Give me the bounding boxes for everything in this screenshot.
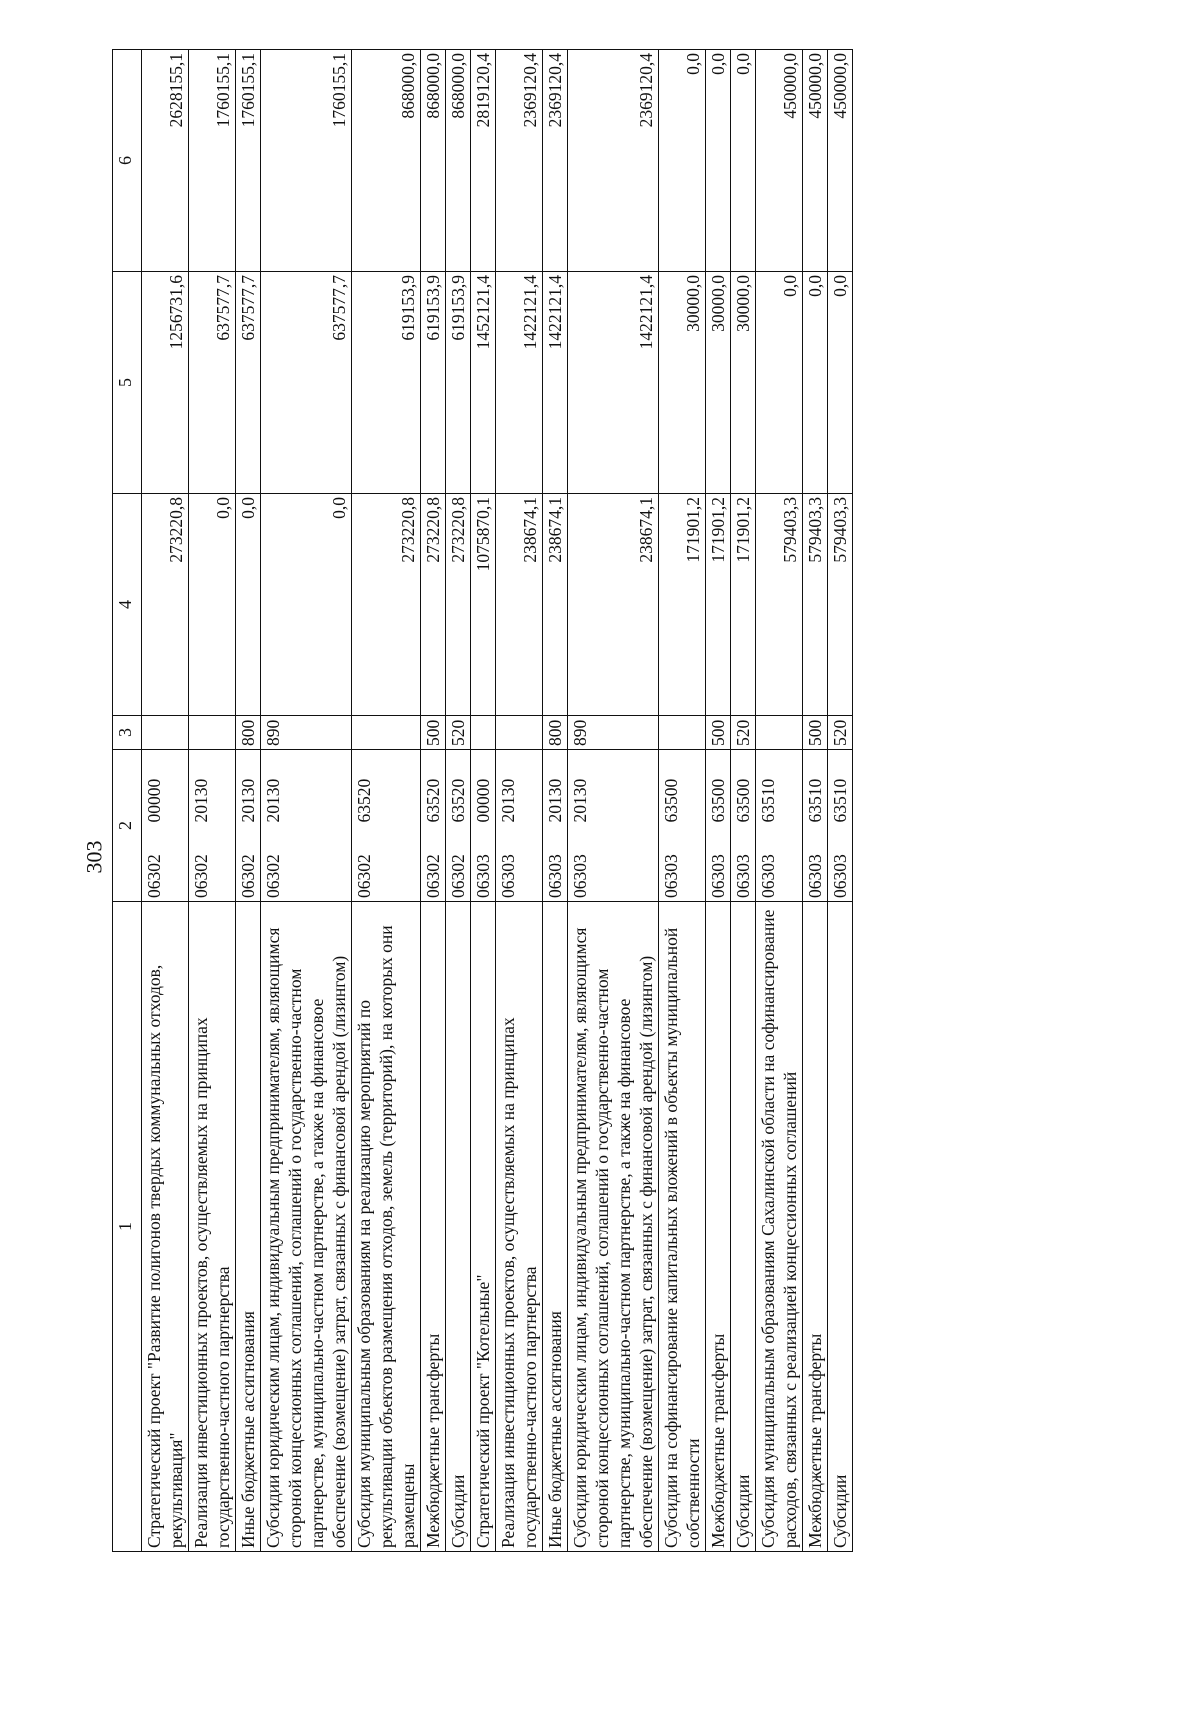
value-col6-cell: 868000,0 (446, 50, 471, 272)
value-col5-cell: 637577,7 (236, 272, 261, 494)
header-col-5: 5 (113, 272, 142, 494)
value-col5-cell: 1452121,4 (471, 272, 496, 494)
value-col6-cell: 868000,0 (421, 50, 446, 272)
expense-type-cell: 890 (568, 716, 659, 750)
row-name-cell: Субсидии юридическим лицам, индивидуальным предпринимателям, являющимся стороной концессионных соглашений, соглашений о государственно-частном партнерстве, муниципально-частном партнерстве, а также на финансовое обеспечение (возмещение) затрат, связанных с финансовой арендой (лизингом) (568, 902, 659, 1552)
value-col6-cell: 2819120,4 (471, 50, 496, 272)
row-name-cell: Субсидия муниципальным образованиям Сахалинской области на софинансирование расходов, связанных с реализацией концессионных соглашений (756, 902, 803, 1552)
code-target-cell: 20130 (261, 750, 352, 826)
code-section-cell: 06302 (142, 826, 189, 902)
code-target-cell: 00000 (142, 750, 189, 826)
value-col5-cell: 637577,7 (261, 272, 352, 494)
expense-type-cell: 890 (261, 716, 352, 750)
value-col4-cell: 1075870,1 (471, 494, 496, 716)
row-name-cell: Реализация инвестиционных проектов, осуществляемых на принципах государственно-частного партнерства (189, 902, 236, 1552)
code-section-cell: 06302 (236, 826, 261, 902)
row-name-cell: Субсидии юридическим лицам, индивидуальным предпринимателям, являющимся стороной концессионных соглашений, соглашений о государственно-частном партнерстве, муниципально-частном партнерстве, а также на финансовое обеспечение (возмещение) затрат, связанных с финансовой арендой (лизингом) (261, 902, 352, 1552)
row-name-cell: Субсидия муниципальным образованиям на реализацию мероприятий по рекультивации объектов размещения отходов, земель (территорий), на которых они размещены (352, 902, 421, 1552)
header-row (113, 50, 142, 1552)
value-col4-cell: 171901,2 (659, 494, 706, 716)
expense-type-cell (659, 716, 706, 750)
row-name-cell: Стратегический проект "Развитие полигонов твердых коммунальных отходов, рекультивация" (142, 902, 189, 1552)
code-target-cell: 00000 (471, 750, 496, 826)
table-row (142, 50, 189, 1552)
table-row (543, 50, 568, 1552)
expense-type-cell (756, 716, 803, 750)
value-col5-cell: 1422121,4 (543, 272, 568, 494)
table-row (352, 50, 421, 1552)
header-col-1: 1 (113, 902, 142, 1552)
page-number: 303 (81, 840, 107, 874)
code-section-cell: 06302 (352, 826, 421, 902)
code-target-cell: 63520 (446, 750, 471, 826)
value-col6-cell: 0,0 (731, 50, 756, 272)
value-col6-cell: 0,0 (706, 50, 731, 272)
value-col6-cell: 1760155,1 (189, 50, 236, 272)
expense-type-cell: 520 (446, 716, 471, 750)
row-name-cell: Иные бюджетные ассигнования (236, 902, 261, 1552)
value-col6-cell: 2369120,4 (543, 50, 568, 272)
value-col4-cell: 238674,1 (496, 494, 543, 716)
expense-type-cell: 520 (828, 716, 853, 750)
header-col-4: 4 (113, 494, 142, 716)
value-col5-cell: 637577,7 (189, 272, 236, 494)
row-name-cell: Реализация инвестиционных проектов, осуществляемых на принципах государственно-частного партнерства (496, 902, 543, 1552)
code-section-cell: 06303 (756, 826, 803, 902)
table-row (261, 50, 352, 1552)
table-row (756, 50, 803, 1552)
code-target-cell: 20130 (189, 750, 236, 826)
row-name-cell: Межбюджетные трансферты (706, 902, 731, 1552)
rotated-table-container (112, 52, 1112, 1552)
table-body (142, 50, 853, 1552)
expense-type-cell (189, 716, 236, 750)
value-col4-cell: 171901,2 (731, 494, 756, 716)
value-col6-cell: 1760155,1 (261, 50, 352, 272)
value-col5-cell: 30000,0 (706, 272, 731, 494)
table-row (236, 50, 261, 1552)
expense-type-cell (142, 716, 189, 750)
value-col6-cell: 1760155,1 (236, 50, 261, 272)
code-target-cell: 20130 (236, 750, 261, 826)
table-row (828, 50, 853, 1552)
expense-type-cell (352, 716, 421, 750)
table-row (189, 50, 236, 1552)
row-name-cell: Субсидии (828, 902, 853, 1552)
code-section-cell: 06303 (471, 826, 496, 902)
value-col4-cell: 273220,8 (142, 494, 189, 716)
code-section-cell: 06302 (189, 826, 236, 902)
code-section-cell: 06303 (543, 826, 568, 902)
value-col6-cell: 0,0 (659, 50, 706, 272)
row-name-cell: Иные бюджетные ассигнования (543, 902, 568, 1552)
code-target-cell: 63500 (731, 750, 756, 826)
value-col6-cell: 868000,0 (352, 50, 421, 272)
code-section-cell: 06303 (731, 826, 756, 902)
value-col4-cell: 273220,8 (446, 494, 471, 716)
code-target-cell: 20130 (543, 750, 568, 826)
row-name-cell: Стратегический проект "Котельные" (471, 902, 496, 1552)
table-row (659, 50, 706, 1552)
expense-type-cell: 500 (706, 716, 731, 750)
code-section-cell: 06303 (568, 826, 659, 902)
code-target-cell: 63510 (756, 750, 803, 826)
code-section-cell: 06303 (803, 826, 828, 902)
code-section-cell: 06302 (421, 826, 446, 902)
expense-type-cell: 500 (803, 716, 828, 750)
code-target-cell: 20130 (496, 750, 543, 826)
value-col6-cell: 2628155,1 (142, 50, 189, 272)
value-col5-cell: 0,0 (828, 272, 853, 494)
value-col5-cell: 619153,9 (446, 272, 471, 494)
code-target-cell: 63500 (659, 750, 706, 826)
code-section-cell: 06303 (496, 826, 543, 902)
table-row (471, 50, 496, 1552)
value-col4-cell: 273220,8 (352, 494, 421, 716)
code-section-cell: 06302 (261, 826, 352, 902)
value-col5-cell: 1422121,4 (568, 272, 659, 494)
value-col6-cell: 450000,0 (828, 50, 853, 272)
value-col5-cell: 1422121,4 (496, 272, 543, 494)
table-row (421, 50, 446, 1552)
row-name-cell: Межбюджетные трансферты (421, 902, 446, 1552)
value-col5-cell: 0,0 (803, 272, 828, 494)
value-col6-cell: 450000,0 (756, 50, 803, 272)
expense-type-cell (471, 716, 496, 750)
expense-type-cell: 800 (236, 716, 261, 750)
table-row (731, 50, 756, 1552)
row-name-cell: Субсидии (731, 902, 756, 1552)
value-col4-cell: 171901,2 (706, 494, 731, 716)
value-col4-cell: 273220,8 (421, 494, 446, 716)
code-section-cell: 06303 (828, 826, 853, 902)
value-col4-cell: 238674,1 (568, 494, 659, 716)
code-target-cell: 63500 (706, 750, 731, 826)
code-target-cell: 63510 (828, 750, 853, 826)
value-col4-cell: 0,0 (189, 494, 236, 716)
table-row (496, 50, 543, 1552)
value-col4-cell: 238674,1 (543, 494, 568, 716)
header-col-6: 6 (113, 50, 142, 272)
code-target-cell: 63520 (352, 750, 421, 826)
expense-type-cell: 500 (421, 716, 446, 750)
code-target-cell: 63510 (803, 750, 828, 826)
value-col6-cell: 2369120,4 (568, 50, 659, 272)
value-col4-cell: 0,0 (261, 494, 352, 716)
code-section-cell: 06303 (706, 826, 731, 902)
row-name-cell: Межбюджетные трансферты (803, 902, 828, 1552)
value-col5-cell: 30000,0 (659, 272, 706, 494)
expense-type-cell: 800 (543, 716, 568, 750)
table-row (446, 50, 471, 1552)
value-col4-cell: 579403,3 (756, 494, 803, 716)
value-col4-cell: 579403,3 (803, 494, 828, 716)
budget-table (112, 49, 853, 1552)
value-col6-cell: 450000,0 (803, 50, 828, 272)
header-col-2: 2 (113, 750, 142, 902)
table-row (706, 50, 731, 1552)
value-col6-cell: 2369120,4 (496, 50, 543, 272)
row-name-cell: Субсидии (446, 902, 471, 1552)
value-col5-cell: 619153,9 (352, 272, 421, 494)
table-row (803, 50, 828, 1552)
expense-type-cell: 520 (731, 716, 756, 750)
value-col5-cell: 1256731,6 (142, 272, 189, 494)
value-col5-cell: 619153,9 (421, 272, 446, 494)
value-col4-cell: 0,0 (236, 494, 261, 716)
code-target-cell: 20130 (568, 750, 659, 826)
code-section-cell: 06302 (446, 826, 471, 902)
code-section-cell: 06303 (659, 826, 706, 902)
value-col5-cell: 30000,0 (731, 272, 756, 494)
code-target-cell: 63520 (421, 750, 446, 826)
value-col5-cell: 0,0 (756, 272, 803, 494)
expense-type-cell (496, 716, 543, 750)
table-row (568, 50, 659, 1552)
header-col-3: 3 (113, 716, 142, 750)
value-col4-cell: 579403,3 (828, 494, 853, 716)
row-name-cell: Субсидии на софинансирование капитальных вложений в объекты муниципальной собственности (659, 902, 706, 1552)
